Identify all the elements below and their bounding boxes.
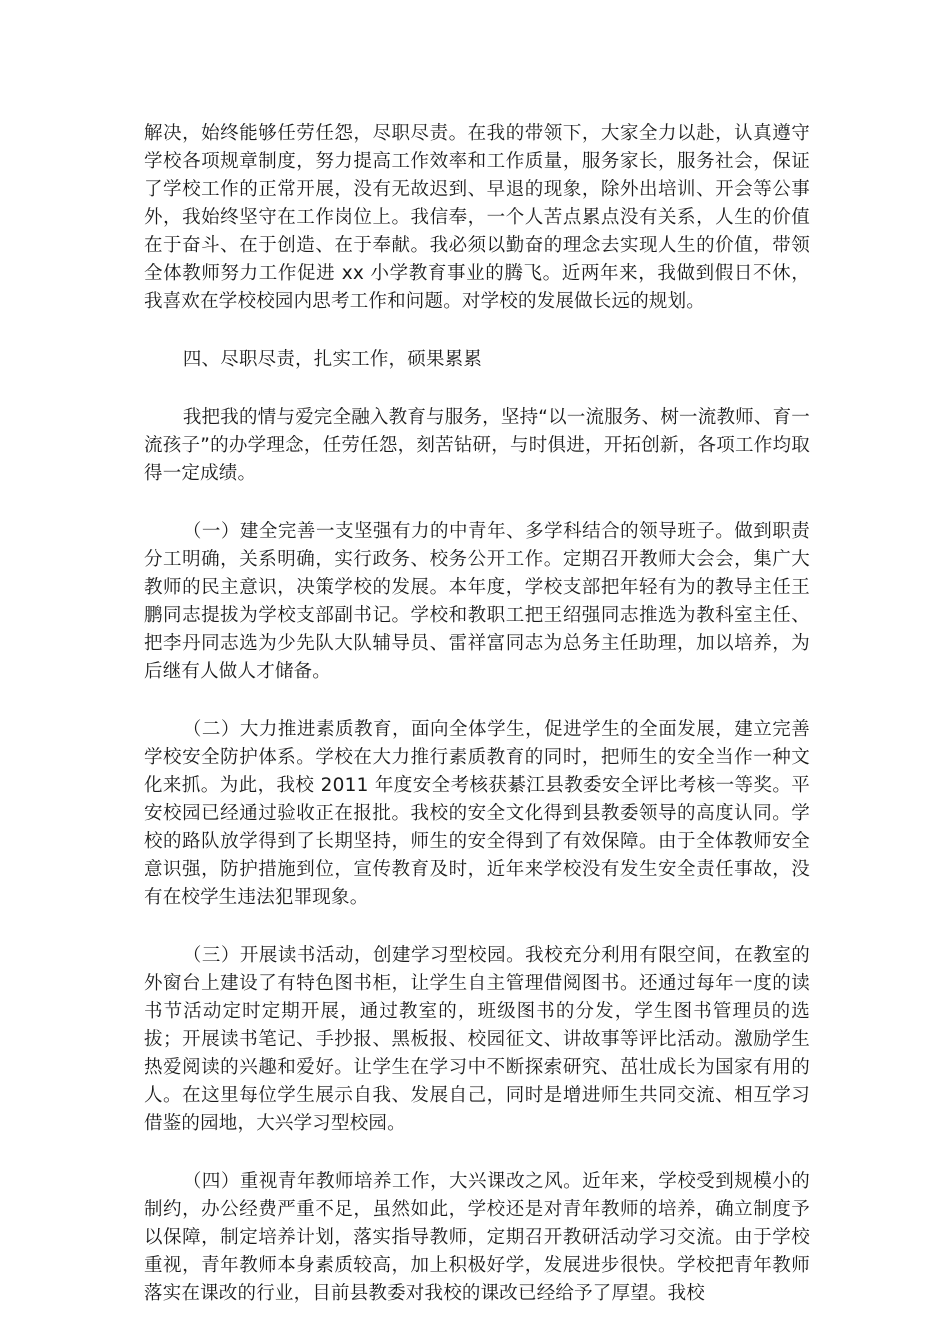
section-heading-four: 四、尽职尽责，扎实工作，硕果累累 — [182, 349, 483, 370]
paragraph-leadership-team: （一）建全完善一支坚强有力的中青年、多学科结合的领导班子。做到职责分工明确，关系明确，实行政务、校务公开工作。定期召开教师大会会，集广大教师的民主意识，决策学校的发展。本年度，学校支部把年轻有为的教导主任王鹏同志提拔为学校支部副书记。学校和教职工把王绍强同志推选为教科室主任、把李丹同志选为少先队大队辅导员、雷祥富同志为总务主任助理，加以培养，为后继有人做人才储备。 — [144, 521, 810, 682]
paragraph-quality-education-safety: （二）大力推进素质教育，面向全体学生，促进学生的全面发展，建立完善学校安全防护体系。学校在大力推行素质教育的同时，把师生的安全当作一种文化来抓。为此，我校 2011 年度安全考核获綦江县教委安全评比考核一等奖。平安校园已经通过验收正在报批。我校的安全文化得到县教委领导的高度认同。学校的路队放学得到了长期坚持，师生的安全得到了有效保障。由于全体教师安全意识强，防护措施到位，宣传教育及时，近年来学校没有发生安全责任事故，没有在校学生违法犯罪现象。 — [144, 719, 810, 908]
paragraph-education-service: 我把我的情与爱完全融入教育与服务，坚持“以一流服务、树一流教师、育一流孩子”的办学理念，任劳任怨，刻苦钻研，与时俱进，开拓创新，各项工作均取得一定成绩。 — [144, 407, 810, 484]
document-page — [144, 120, 810, 1338]
paragraph-continued-intro: 解决，始终能够任劳任怨，尽职尽责。在我的带领下，大家全力以赴，认真遵守学校各项规章制度，努力提高工作效率和工作质量，服务家长，服务社会，保证了学校工作的正常开展，没有无故迟到、早退的现象，除外出培训、开会等公事外，我始终坚守在工作岗位上。我信奉，一个人苦点累点没有关系，人生的价值在于奋斗、在于创造、在于奉献。我必须以勤奋的理念去实现人生的价值，带领全体教师努力工作促进 xx 小学教育事业的腾飞。近两年来，我做到假日不休，我喜欢在学校校园内思考工作和问题。对学校的发展做长远的规划。 — [144, 123, 810, 312]
paragraph-reading-activities: （三）开展读书活动，创建学习型校园。我校充分利用有限空间，在教室的外窗台上建设了有特色图书柜，让学生自主管理借阅图书。还通过每年一度的读书节活动定时定期开展，通过教室的，班级图书的分发，学生图书管理员的选拔；开展读书笔记、手抄报、黑板报、校园征文、讲故事等评比活动。激励学生热爱阅读的兴趣和爱好。让学生在学习中不断探索研究、茁壮成长为国家有用的人。在这里每位学生展示自我、发展自己，同时是增进师生共同交流、相互学习借鉴的园地，大兴学习型校园。 — [144, 945, 810, 1134]
paragraph-young-teachers: （四）重视青年教师培养工作，大兴课改之风。近年来，学校受到规模小的制约，办公经费严重不足，虽然如此，学校还是对青年教师的培养，确立制度予以保障，制定培养计划，落实指导教师，定期召开教研活动学习交流。由于学校重视，青年教师本身素质较高，加上积极好学，发展进步很快。学校把青年教师落实在课改的行业，目前县教委对我校的课改已经给予了厚望。我校 — [144, 1171, 810, 1304]
